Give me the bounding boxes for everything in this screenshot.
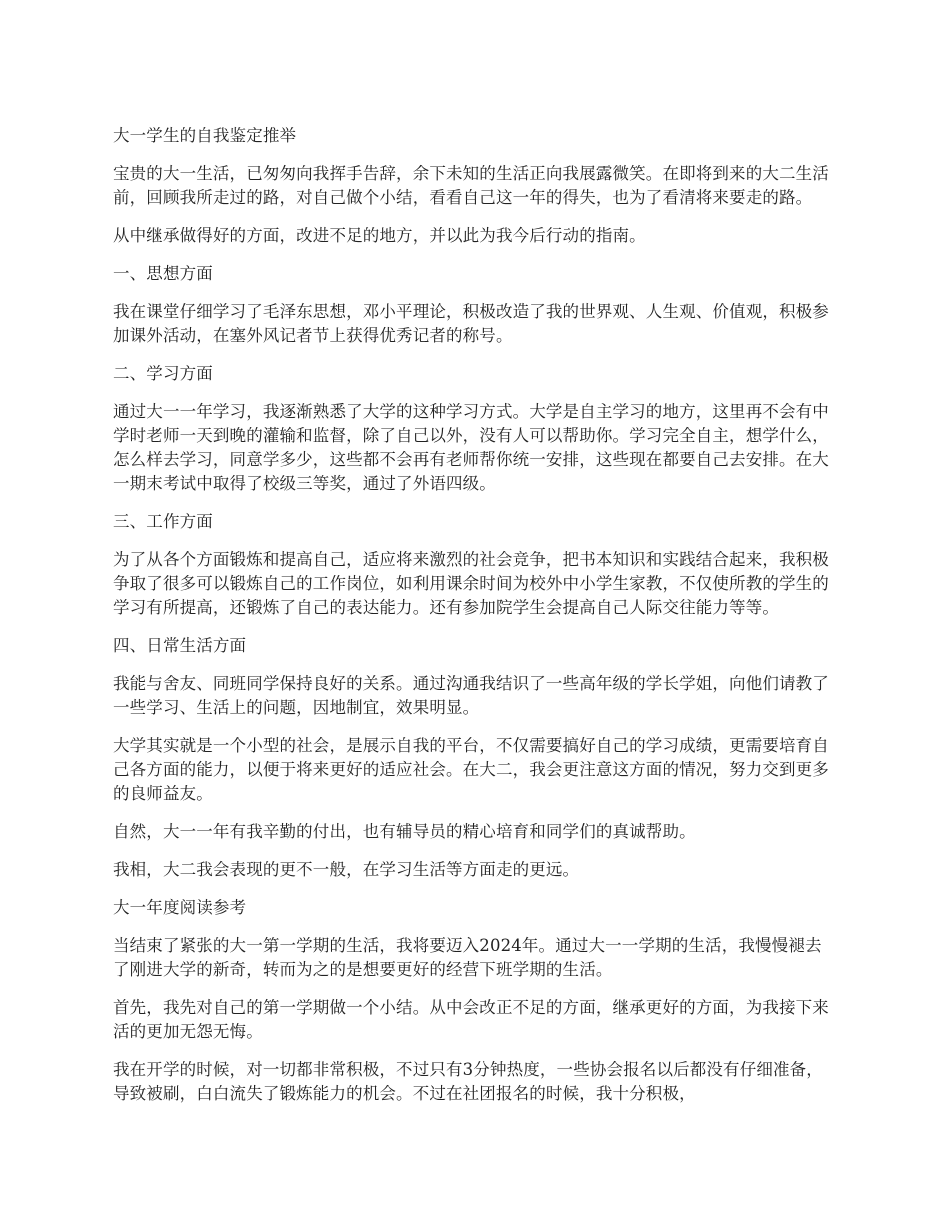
paragraph-enthusiasm: 我在开学的时候，对一切都非常积极，不过只有3分钟热度，一些协会报名以后都没有仔细准备，导致被刷，白白流失了锻炼能力的机会。不过在社团报名的时候，我十分积极， bbox=[113, 1060, 823, 1103]
paragraph-thought: 我在课堂仔细学习了毛泽东思想，邓小平理论，积极改造了我的世界观、人生观、价值观，积极参加课外活动，在塞外风记者节上获得优秀记者的称号。 bbox=[113, 302, 829, 345]
paragraph-outlook: 我相，大二我会表现的更不一般，在学习生活等方面走的更远。 bbox=[113, 860, 580, 879]
paragraph-intro: 宝贵的大一生活，已匆匆向我挥手告辞，余下未知的生活正向我展露微笑。在即将到来的大二生活前，回顾我所走过的路，对自己做个小结，看看自己这一年的得失，也为了看清将来要走的路。 bbox=[113, 164, 829, 207]
section-heading-reading-reference: 大一年度阅读参考 bbox=[113, 898, 247, 917]
paragraph-study: 通过大一一年学习，我逐渐熟悉了大学的这种学习方式。大学是自主学习的地方，这里再不会有中学时老师一天到晚的灌输和监督，除了自己以外，没有人可以帮助你。学习完全自主，想学什么，怎么样去学习，同意学多少，这些都不会再有老师帮你统一安排，这些现在都要自己去安排。在大一期末考试中取得了校级三等奖，通过了外语四级。 bbox=[113, 402, 829, 493]
paragraph-guidance: 从中继承做得好的方面，改进不足的地方，并以此为我今后行动的指南。 bbox=[113, 226, 646, 245]
paragraph-gratitude: 自然，大一一年有我辛勤的付出，也有辅导员的精心培育和同学们的真诚帮助。 bbox=[113, 822, 696, 841]
section-heading-thought: 一、思想方面 bbox=[113, 264, 213, 283]
document-page bbox=[113, 124, 835, 1120]
section-heading-work: 三、工作方面 bbox=[113, 512, 213, 531]
paragraph-first-semester: 当结束了紧张的大一第一学期的生活，我将要迈入2024年。通过大一一学期的生活，我慢慢褪去了刚进大学的新奇，转而为之的是想要更好的经营下班学期的生活。 bbox=[113, 936, 822, 979]
paragraph-society: 大学其实就是一个小型的社会，是展示自我的平台，不仅需要搞好自己的学习成绩，更需要培育自己各方面的能力，以便于将来更好的适应社会。在大二，我会更注意这方面的情况，努力交到更多的良师益友。 bbox=[113, 736, 829, 803]
section-heading-daily-life: 四、日常生活方面 bbox=[113, 636, 247, 655]
paragraph-work: 为了从各个方面锻炼和提高自己，适应将来激烈的社会竞争，把书本知识和实践结合起来，我积极争取了很多可以锻炼自己的工作岗位，如利用课余时间为校外中小学生家教，不仅使所教的学生的学习有所提高，还锻炼了自己的表达能力。还有参加院学生会提高自己人际交往能力等等。 bbox=[113, 550, 829, 617]
paragraph-summary: 首先，我先对自己的第一学期做一个小结。从中会改正不足的方面，继承更好的方面，为我接下来活的更加无怨无悔。 bbox=[113, 998, 829, 1041]
paragraph-relationships: 我能与舍友、同班同学保持良好的关系。通过沟通我结识了一些高年级的学长学姐，向他们请教了一些学习、生活上的问题，因地制宜，效果明显。 bbox=[113, 674, 829, 717]
document-title: 大一学生的自我鉴定推举 bbox=[113, 126, 297, 145]
section-heading-study: 二、学习方面 bbox=[113, 364, 213, 383]
